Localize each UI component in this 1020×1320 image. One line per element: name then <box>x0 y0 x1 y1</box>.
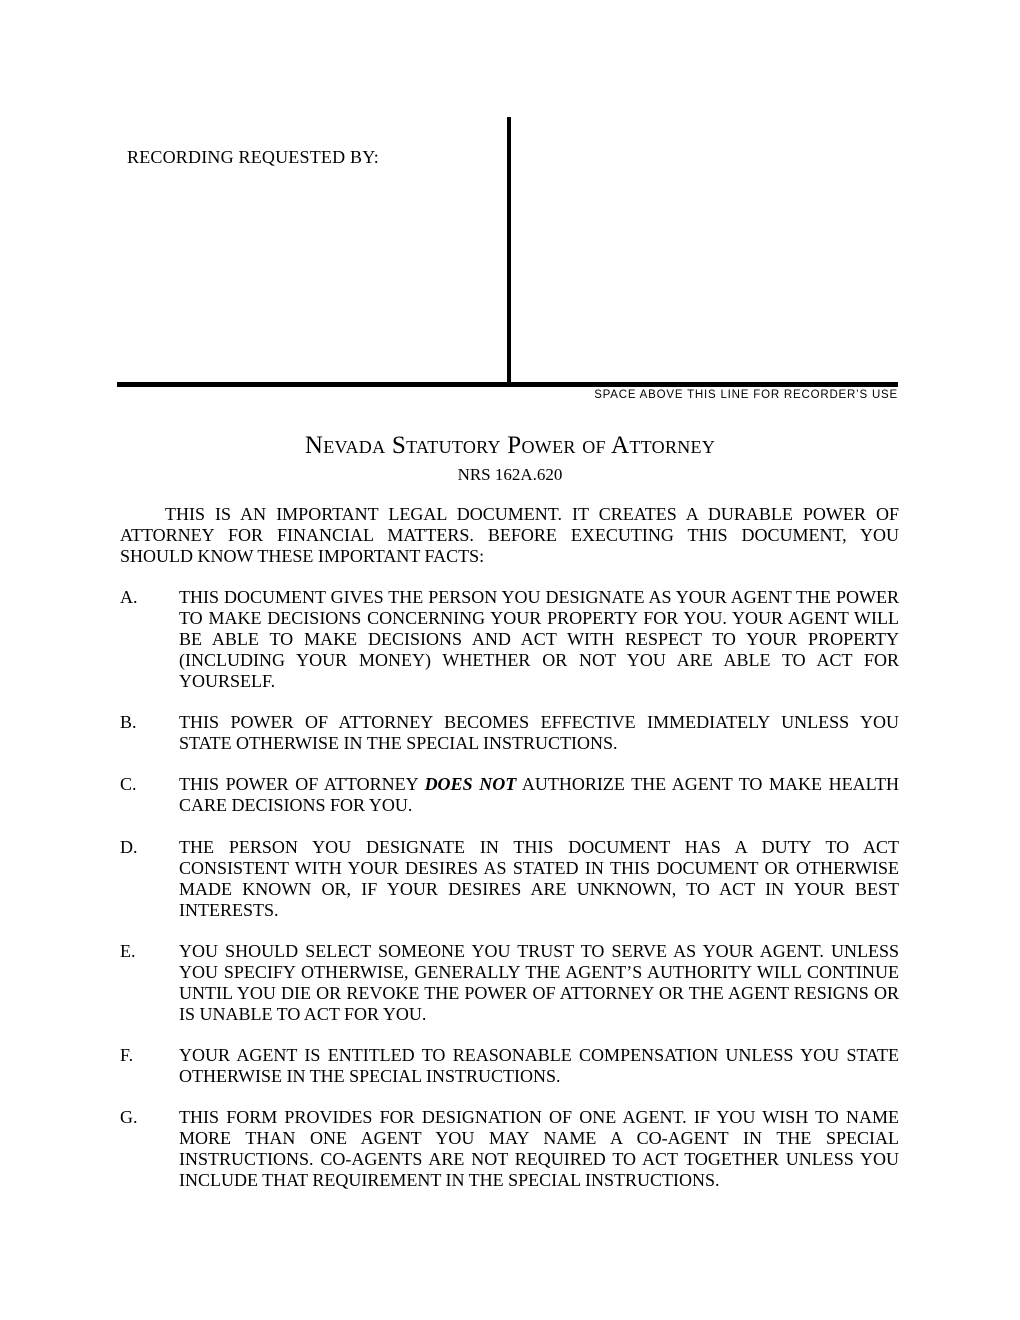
fact-text <box>179 774 899 816</box>
fact-item-d <box>120 837 899 921</box>
recorder-use-note: SPACE ABOVE THIS LINE FOR RECORDER’S USE <box>594 389 898 401</box>
document-subtitle: NRS 162A.620 <box>457 465 563 484</box>
fact-letter: G. <box>120 1107 138 1127</box>
document-title: Nevada Statutory Power of Attorney <box>304 432 716 459</box>
recording-requested-label: RECORDING REQUESTED BY: <box>127 147 379 167</box>
fact-letter: F. <box>120 1045 134 1065</box>
fact-item-g <box>120 1107 899 1191</box>
fact-letter: E. <box>120 941 136 961</box>
fact-text: THIS FORM PROVIDES FOR DESIGNATION OF ONE AGENT. IF YOU WISH TO NAME MORE THAN ONE AGENT YOU MAY NAME A CO-AGENT IN THE SPECIAL INSTRUCTIONS. CO-AGENTS ARE NOT REQUIRED TO ACT TOGETHER UNLESS YOU INCLUDE THAT REQUIREMENT IN THE SPECIAL INSTRUCTIONS. <box>179 1107 899 1190</box>
fact-text: THE PERSON YOU DESIGNATE IN THIS DOCUMENT HAS A DUTY TO ACT CONSISTENT WITH YOUR DESIRES AS STATED IN THIS DOCUMENT OR OTHERWISE MADE KNOWN OR, IF YOUR DESIRES ARE UNKNOWN, TO ACT IN YOUR BEST INTERESTS. <box>179 837 899 920</box>
fact-item-e <box>120 941 899 1025</box>
fact-item-b <box>120 712 899 754</box>
fact-item-a <box>120 587 899 692</box>
fact-letter: B. <box>120 712 137 732</box>
fact-item-c <box>120 774 899 816</box>
fact-letter: C. <box>120 774 137 794</box>
fact-text: YOUR AGENT IS ENTITLED TO REASONABLE COMPENSATION UNLESS YOU STATE OTHERWISE IN THE SPECIAL INSTRUCTIONS. <box>179 1045 899 1086</box>
intro-paragraph: THIS IS AN IMPORTANT LEGAL DOCUMENT. IT CREATES A DURABLE POWER OF ATTORNEY FOR FINANCIAL MATTERS. BEFORE EXECUTING THIS DOCUMENT, YOU SHOULD KNOW THESE IMPORTANT FACTS: <box>120 504 899 566</box>
recorder-box-divider <box>507 117 511 385</box>
fact-text-emphasis: DOES NOT <box>424 774 517 794</box>
fact-text-after: AUTHORIZE THE AGENT TO MAKE HEALTH CARE DECISIONS FOR YOU. <box>179 774 900 815</box>
fact-letter: A. <box>120 587 138 607</box>
fact-text: THIS DOCUMENT GIVES THE PERSON YOU DESIGNATE AS YOUR AGENT THE POWER TO MAKE DECISIONS CONCERNING YOUR PROPERTY FOR YOU. YOUR AGENT WILL BE ABLE TO MAKE DECISIONS AND ACT WITH RESPECT TO YOUR PROPERTY (INCLUDING YOUR MONEY) WHETHER OR NOT YOU ARE ABLE TO ACT FOR YOURSELF. <box>179 587 899 691</box>
fact-text: THIS POWER OF ATTORNEY BECOMES EFFECTIVE IMMEDIATELY UNLESS YOU STATE OTHERWISE IN THE SPECIAL INSTRUCTIONS. <box>179 712 899 753</box>
fact-text: YOU SHOULD SELECT SOMEONE YOU TRUST TO SERVE AS YOUR AGENT. UNLESS YOU SPECIFY OTHERWISE, GENERALLY THE AGENT’S AUTHORITY WILL CONTINUE UNTIL YOU DIE OR REVOKE THE POWER OF ATTORNEY OR THE AGENT RESIGNS OR IS UNABLE TO ACT FOR YOU. <box>179 941 899 1024</box>
fact-item-f <box>120 1045 899 1087</box>
recorder-box-bottom-line <box>117 382 898 387</box>
fact-letter: D. <box>120 837 138 857</box>
fact-text-before: THIS POWER OF ATTORNEY <box>179 774 425 794</box>
